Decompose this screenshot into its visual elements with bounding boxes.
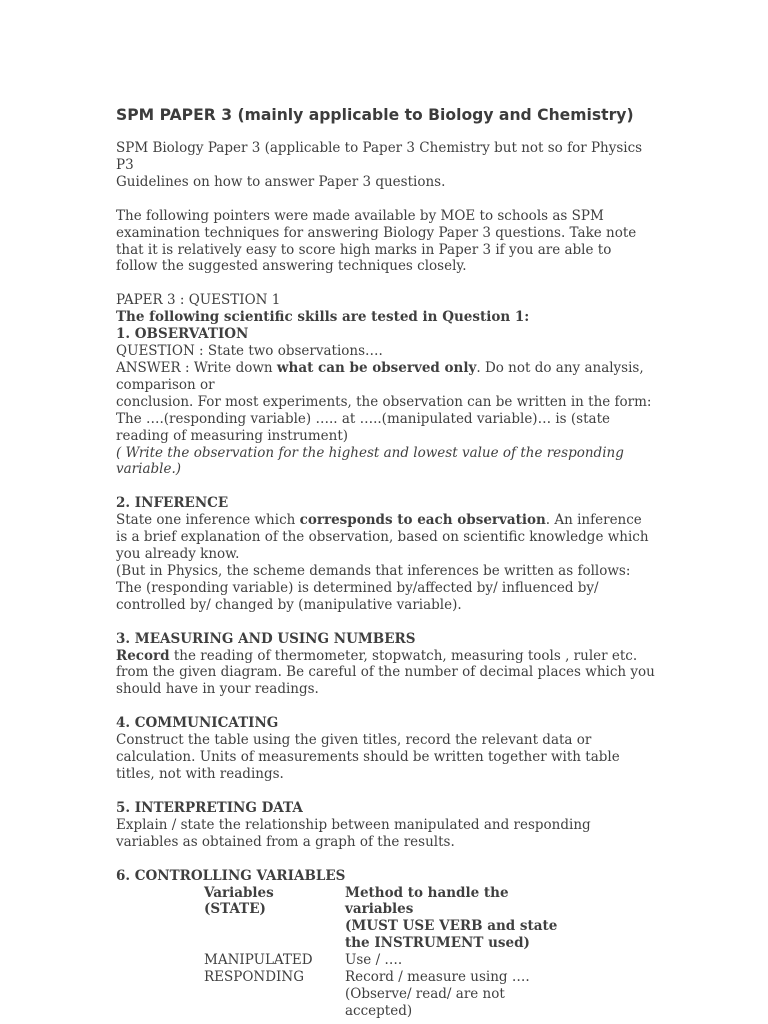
inference-heading: 2. INFERENCE: [116, 495, 229, 512]
intro-line-1: SPM Biology Paper 3 (applicable to Paper 3 Chemistry but not so for Physics P3: [116, 140, 643, 173]
communicating-heading: 4. COMMUNICATING: [116, 715, 279, 732]
inference-suffix: . An inference is a brief explanation of the observation, based on scientific knowledge which you already know.: [116, 512, 649, 563]
interpreting-text: Explain / state the relationship between manipulated and responding variables as obtained from a graph of the results.: [116, 816, 591, 850]
controlling-variables-table: [204, 885, 575, 1020]
observation-answer-bold: what can be observed only: [276, 359, 477, 376]
row-method: Record / measure using ….: [345, 969, 530, 986]
communicating-section: [116, 715, 656, 783]
observation-answer-suffix: . Do not do any analysis,: [476, 359, 644, 376]
col1-header: Variables: [204, 884, 274, 901]
observation-heading: 1. OBSERVATION: [116, 326, 249, 343]
table-row: [204, 969, 575, 1020]
table-header-row: [204, 885, 575, 953]
measuring-section: [116, 631, 656, 699]
measuring-body: the reading of thermometer, stopwatch, measuring tools , ruler etc. from the given diagram. Be careful of the number of decimal places which you should have in your readings.: [116, 647, 655, 698]
controlling-heading: 6. CONTROLLING VARIABLES: [116, 867, 346, 884]
observation-answer: [116, 360, 656, 377]
observation-conclusion-line: conclusion. For most experiments, the observation can be written in the form:: [116, 393, 652, 410]
inference-bold: corresponds to each observation: [299, 512, 546, 529]
intro-line-2: Guidelines on how to answer Paper 3 questions.: [116, 173, 446, 190]
row-method-note: (Observe/ read/ are not accepted): [345, 985, 505, 1019]
question-1-section: [116, 292, 656, 478]
controlling-section: [116, 868, 656, 1020]
observation-answer-prefix: ANSWER : Write down: [116, 359, 277, 376]
measuring-bold: Record: [116, 647, 170, 664]
measuring-heading: 3. MEASURING AND USING NUMBERS: [116, 630, 416, 647]
observation-comparison-line: comparison or: [116, 376, 215, 393]
row-method: Use / ….: [345, 952, 403, 969]
observation-form-line: The ….(responding variable) ….. at …..(manipulated variable)… is (state reading of measuring instrument): [116, 410, 610, 444]
row-variable: MANIPULATED: [204, 952, 313, 969]
document-title: SPM PAPER 3 (mainly applicable to Biology and Chemistry): [116, 106, 634, 124]
observation-italic-note: ( Write the observation for the highest and lowest value of the responding variable.): [116, 444, 624, 478]
question-1-subheading: The following scientific skills are tested in Question 1:: [116, 309, 530, 326]
inference-prefix: State one inference which: [116, 512, 300, 529]
col1-subheader: (STATE): [204, 901, 266, 918]
question-1-heading: PAPER 3 : QUESTION 1: [116, 292, 281, 309]
table-row: [204, 952, 575, 969]
interpreting-section: [116, 800, 656, 851]
document-body: [116, 104, 656, 1020]
communicating-text: Construct the table using the given titles, record the relevant data or calculation. Units of measurements should be written together with table titles, not with readings.: [116, 732, 620, 782]
inference-text: [116, 512, 656, 563]
inference-physics-note: (But in Physics, the scheme demands that inferences be written as follows: The (responding variable) is determined by/affected by/ influenced by/ controlled by/ changed by (manipulative variable).: [116, 562, 631, 613]
intro-paragraph-2: The following pointers were made available by MOE to schools as SPM examination techniques for answering Biology Paper 3 questions. Take note that it is relatively easy to score high marks in Paper 3 if you are able to follow the suggested answering techniques closely.: [116, 207, 637, 275]
col2-header: Method to handle the variables: [345, 884, 509, 918]
interpreting-heading: 5. INTERPRETING DATA: [116, 799, 303, 816]
intro-section: [116, 140, 656, 275]
col2-subheader: (MUST USE VERB and state the INSTRUMENT used): [345, 918, 558, 952]
observation-question: QUESTION : State two observations….: [116, 343, 383, 360]
measuring-text: [116, 648, 656, 699]
inference-section: [116, 495, 656, 613]
row-variable: RESPONDING: [204, 969, 304, 986]
